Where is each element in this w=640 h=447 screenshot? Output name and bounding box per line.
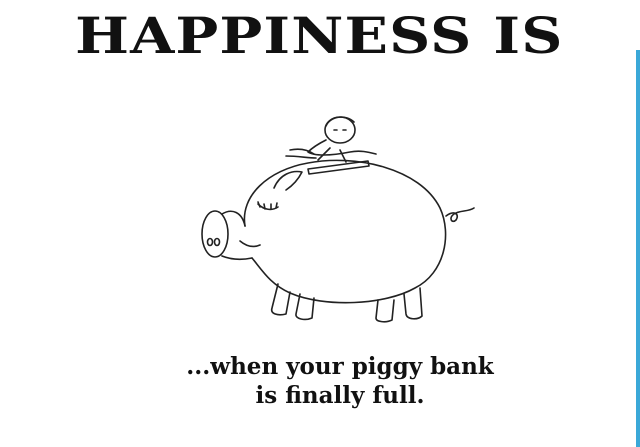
- caption-line-2: is finally full.: [255, 382, 425, 409]
- pig-snout: [202, 211, 228, 257]
- caption-line-1: ...when your piggy bank: [186, 353, 494, 380]
- pig-smile: [240, 241, 260, 246]
- piggy-bank-illustration: [190, 108, 490, 328]
- coin-slot: [308, 161, 369, 174]
- pig-eye: [258, 204, 278, 209]
- caption: [100, 352, 580, 410]
- cartoon-figure: [286, 117, 376, 162]
- pig-nostril-right: [215, 239, 220, 246]
- poster-title: HAPPINESS IS: [75, 6, 564, 65]
- pig-back-leg-left: [376, 300, 394, 322]
- right-edge-accent: [636, 50, 640, 447]
- pig-snout-bridge: [222, 211, 252, 259]
- pig-tail: [446, 208, 474, 221]
- figure-hair: [326, 117, 354, 126]
- pig-ear: [274, 172, 302, 190]
- pig-body: [244, 160, 445, 302]
- pig-nostril-left: [208, 239, 213, 246]
